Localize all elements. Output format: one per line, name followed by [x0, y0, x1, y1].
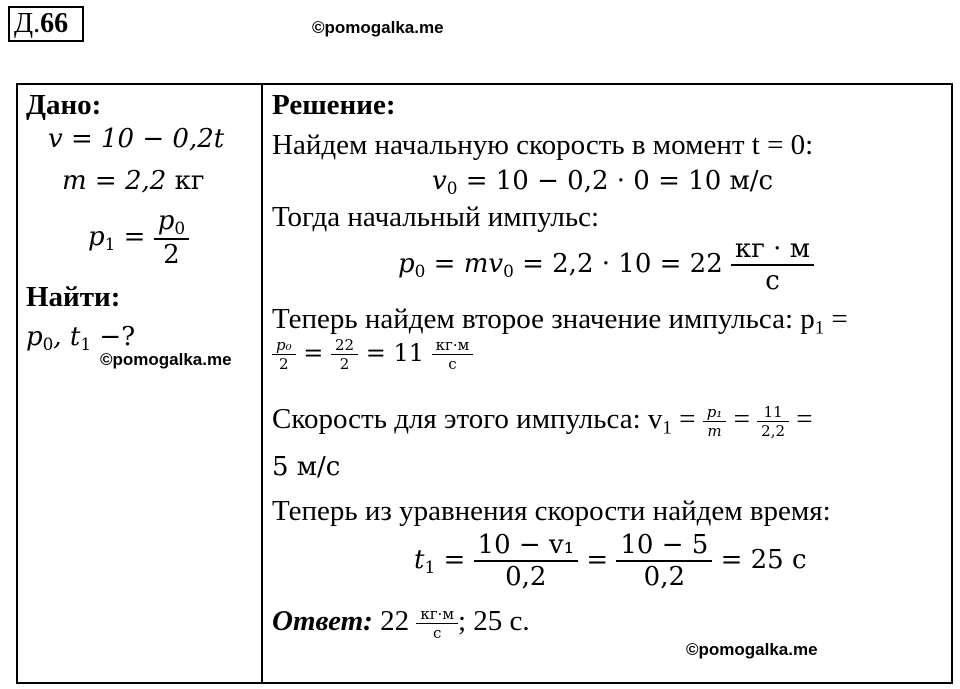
frac-t1a-den: 0,2	[474, 560, 579, 592]
frac-t1b-num: 10 − 5	[620, 530, 709, 560]
t1-symbol: t	[414, 545, 425, 575]
answer-unit-den: с	[416, 623, 458, 642]
find-t: , t	[53, 322, 81, 352]
frac-22-den: 2	[331, 354, 358, 373]
mass-expr: m = 2,2	[62, 166, 167, 196]
watermark-left: ©pomogalka.me	[100, 350, 232, 369]
v0-symbol: v	[432, 166, 447, 196]
frac-p0-den: 2	[272, 354, 296, 373]
unit-den: с	[731, 264, 814, 296]
p1-symbol: p	[88, 222, 105, 253]
solution-answer	[272, 604, 530, 642]
frac-22-num: 22	[335, 336, 355, 354]
line4-text: Скорость для этого импульса: v	[272, 403, 663, 435]
unit-small	[432, 336, 474, 373]
frac-p1-num: p₁	[706, 402, 723, 421]
p1-eq: =	[123, 222, 146, 253]
unit-kgm-per-s	[731, 234, 814, 296]
frac-t1b-den: 0,2	[616, 560, 712, 592]
line4-sub: 1	[662, 417, 672, 439]
solution-line-time: Теперь из уравнения скорости найдем время:	[272, 495, 831, 527]
problem-number: 66	[40, 8, 69, 39]
frac-p1-m	[703, 403, 727, 440]
given-eq-velocity: v = 10 − 0,2t	[48, 124, 225, 154]
frac-p0-num: p₀	[276, 336, 292, 354]
solution-eq-p0	[398, 234, 814, 296]
problem-tag	[8, 6, 84, 42]
t1-sub: 1	[424, 557, 436, 578]
v0-value: = 10 − 0,2 · 0 = 10 м/с	[457, 166, 774, 196]
p0-symbol: p	[157, 206, 175, 236]
solution-eq-t1	[414, 530, 807, 592]
t1-result: = 25 с	[720, 545, 807, 575]
answer-value-b: ; 25 с.	[457, 605, 530, 637]
watermark-top: ©pomogalka.me	[312, 18, 444, 37]
watermark-bottom: ©pomogalka.me	[686, 640, 818, 659]
answer-unit	[416, 605, 458, 642]
solution-line-initial-momentum: Тогда начальный импульс:	[272, 201, 600, 233]
given-eq-momentum	[88, 206, 189, 270]
line4-mid: =	[733, 403, 750, 435]
frac-t1-b	[616, 530, 712, 592]
frac-t1a-num: 10 − v₁	[477, 530, 575, 560]
frac-11-num: 11	[763, 402, 783, 421]
frac-p1-den: m	[703, 421, 727, 440]
t1-mid: =	[586, 545, 609, 575]
column-divider	[261, 83, 263, 684]
frac-22-2	[331, 336, 358, 373]
find-p0: p	[26, 322, 43, 352]
answer-value-a: 22	[372, 605, 410, 637]
unit-small-num: кг·м	[435, 336, 470, 354]
solution-speed-result: 5 м/с	[272, 452, 341, 482]
line3-text: Теперь найдем второе значение импульса: p	[272, 303, 815, 335]
p0-sym-sub: 0	[414, 261, 426, 282]
p0-den: 2	[154, 238, 189, 270]
problem-label: Д.	[14, 8, 41, 39]
line3-sub: 1	[814, 317, 825, 339]
answer-label: Ответ:	[272, 605, 373, 637]
frac-11-22	[757, 403, 789, 440]
frac-p0-2	[272, 336, 296, 373]
unit-num: кг · м	[735, 234, 810, 264]
find-t-sub: 1	[80, 334, 92, 355]
frac-11-den: 2,2	[757, 421, 789, 440]
answer-unit-num: кг·м	[420, 604, 454, 623]
solution-eq-v0	[432, 166, 773, 198]
mv-sub: 0	[503, 261, 514, 282]
find-p0-sub: 0	[42, 334, 54, 355]
unit-small-den: с	[432, 354, 474, 373]
solution-eq-p1	[272, 336, 473, 373]
eq3-result: = 11	[365, 339, 425, 367]
p0-result: = 2,2 · 10 = 22	[513, 249, 723, 279]
line4-eq: =	[671, 403, 696, 435]
eq3-mid: =	[303, 339, 324, 367]
line3-eq: =	[824, 303, 848, 335]
p0-over-2	[154, 206, 189, 270]
solution-heading: Решение:	[272, 89, 396, 121]
t1-eq: =	[435, 545, 466, 575]
given-eq-mass	[62, 166, 204, 196]
p0-sub: 0	[174, 218, 186, 239]
p0-sym: p	[398, 249, 415, 279]
find-question: −?	[91, 322, 136, 352]
mv-expr: = mv	[425, 249, 504, 279]
solution-line-speed	[272, 402, 813, 446]
line4-tail: =	[796, 403, 813, 435]
given-heading: Дано:	[26, 89, 102, 121]
find-heading: Найти:	[26, 281, 121, 313]
frac-t1-a	[474, 530, 579, 592]
v0-sub: 0	[446, 178, 458, 199]
mass-unit: кг	[174, 166, 205, 196]
solution-line-initial-speed: Найдем начальную скорость в момент t = 0:	[272, 129, 814, 161]
p1-sub: 1	[104, 234, 116, 255]
